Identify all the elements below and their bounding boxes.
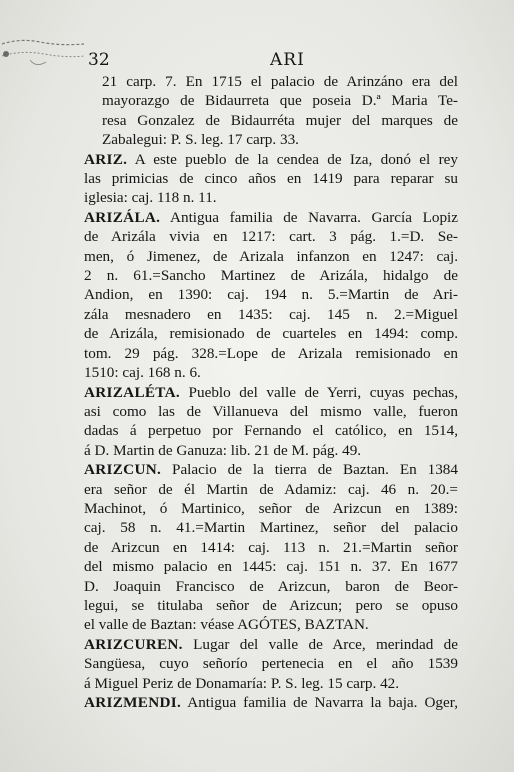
text-line: resa Gonzalez de Bidaurréta mujer del marques de [102, 111, 458, 129]
text-line: á D. Martin de Ganuza: lib. 21 de M. pág. 49. [84, 441, 362, 459]
text-line: de Arizcun en 1414: caj. 113 n. 21.=Martin señor [84, 538, 458, 556]
text-line: Pueblo del valle de Yerri, cuyas pechas, [179, 383, 458, 401]
text-line: Palacio de la tierra de Baztan. En 1384 [161, 461, 458, 479]
entry-arizaleta [84, 383, 458, 461]
text-line: zála mesnadero en 1435: caj. 145 n. 2.=Miguel [84, 305, 458, 323]
text-line: Zabalegui: P. S. leg. 17 carp. 33. [102, 131, 299, 149]
text-line: Sangüesa, cuyo señorío pertenecia en el año 1539 [84, 655, 458, 673]
entry-continuation [84, 72, 458, 150]
entry-arizala [84, 208, 458, 383]
dictionary-text [84, 72, 458, 712]
text-line: el valle de Baztan: véase AGÓTES, BAZTAN. [84, 616, 369, 634]
headword: ARIZ. [84, 150, 128, 168]
text-line: Lugar del valle de Arce, merindad de [182, 635, 458, 653]
headword: ARIZCUN. [84, 461, 162, 479]
text-line: D. Joaquin Francisco de Arizcun, baron de Beor- [84, 577, 458, 595]
text-line: tom. 29 pág. 328.=Lope de Arizala remisionado en [84, 344, 458, 362]
stamp-seal-icon [0, 30, 86, 74]
page-header [88, 50, 448, 74]
text-line: las primicias de cinco años en 1419 para reparar su [84, 170, 458, 188]
text-line: legui, se titulaba señor de Arizcun; pero se opuso [84, 596, 458, 614]
text-line: Antigua familia de Navarra la baja. Oger, [181, 694, 458, 711]
headword: ARIZCUREN. [84, 635, 183, 653]
text-line: A este pueblo de la cendea de Iza, donó el rey [127, 150, 458, 168]
text-line: Machinot, ó Martinico, señor de Arizcun en 1389: [84, 499, 458, 517]
headword: ARIZMENDI. [84, 694, 182, 711]
text-line: asi como las de Villanueva del mismo valle, fueron [84, 402, 458, 420]
text-line: dadas á perpetuo por Fernando el católico, en 1514, [84, 422, 458, 440]
entry-arizcun [84, 460, 458, 635]
text-line: mayorazgo de Bidaurreta que poseia D.ª Maria Te- [102, 92, 458, 110]
text-line: Antigua familia de Navarra. García Lopiz [160, 208, 458, 226]
text-line: 21 carp. 7. En 1715 el palacio de Arinzáno era del [102, 73, 458, 90]
text-line: Andion, en 1390: caj. 194 n. 5.=Martin de Ari- [84, 286, 458, 304]
text-line: iglesia: caj. 118 n. 11. [84, 189, 217, 207]
text-line: de Arizála, remisionado de cuarteles en 1494: comp. [84, 325, 458, 343]
headword: ARIZALÉTA. [84, 383, 180, 401]
headword: ARIZÁLA. [84, 208, 161, 226]
text-line: 2 n. 61.=Sancho Martinez de Arizála, hidalgo de [84, 267, 458, 285]
text-line: era señor de él Martin de Adamiz: caj. 46 n. 20.= [84, 480, 458, 498]
text-line: del mismo palacio en 1445: caj. 151 n. 37. En 1677 [84, 558, 458, 576]
entry-arizcuren [84, 635, 458, 693]
running-head: ARI [270, 50, 305, 70]
entry-arizmendi [84, 693, 458, 712]
text-line: caj. 58 n. 41.=Martin Martinez, señor del palacio [84, 519, 458, 537]
text-line: de Arizála vivia en 1217: cart. 3 pág. 1.=D. Se- [84, 228, 458, 246]
text-line: men, ó Jimenez, de Arizala infanzon en 1247: caj. [84, 247, 458, 265]
text-line: á Miguel Periz de Donamaría: P. S. leg. 15 carp. 42. [84, 674, 400, 692]
library-stamp [0, 30, 86, 74]
page-number: 32 [88, 50, 110, 70]
text-line: 1510: caj. 168 n. 6. [84, 364, 201, 382]
entry-ariz [84, 150, 458, 208]
